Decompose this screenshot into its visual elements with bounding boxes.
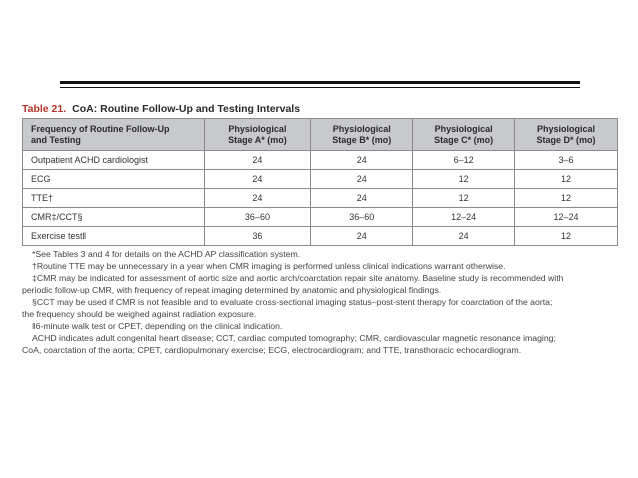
cell-stage-b: 36–60 (311, 208, 413, 227)
cell-stage-b: 24 (311, 189, 413, 208)
header-frequency: Frequency of Routine Follow-Up and Testing (23, 119, 205, 151)
footnote-parallel: ‖6-minute walk test or CPET, depending on the clinical indication. (32, 321, 283, 331)
row-label: TTE† (23, 189, 205, 208)
header-stage-d: Physiological Stage D* (mo) (515, 119, 618, 151)
cell-stage-b: 24 (311, 170, 413, 189)
row-label: Outpatient ACHD cardiologist (23, 151, 205, 170)
cell-stage-d: 12 (515, 189, 618, 208)
cell-stage-c: 24 (413, 227, 515, 246)
footnote-ddagger-cont: periodic follow-up CMR, with frequency of repeat imaging determined by anatomic and physiological findings. (22, 285, 442, 295)
table-number: Table 21. (22, 103, 67, 115)
table-row (23, 170, 618, 189)
cell-stage-c: 6–12 (413, 151, 515, 170)
cell-stage-a: 24 (204, 170, 311, 189)
footnote-abbreviations: ACHD indicates adult congenital heart disease; CCT, cardiac computed tomography; CMR, cardiovascular magnetic resonance imaging; (32, 333, 556, 343)
row-label: Exercise test‖ (23, 227, 205, 246)
footnote-section: §CCT may be used if CMR is not feasible and to evaluate cross-sectional imaging status–post-stent therapy for coarctation of the aorta; (32, 297, 553, 307)
cell-stage-d: 3–6 (515, 151, 618, 170)
header-stage-c: Physiological Stage C* (mo) (413, 119, 515, 151)
row-label: ECG (23, 170, 205, 189)
footnote-ddagger: ‡CMR may be indicated for assessment of aortic size and aortic arch/coarctation repair site anatomy. Baseline study is recommended with (32, 273, 564, 283)
table-row (23, 227, 618, 246)
table-row (23, 189, 618, 208)
cell-stage-a: 36 (204, 227, 311, 246)
cell-stage-d: 12 (515, 170, 618, 189)
cell-stage-b: 24 (311, 227, 413, 246)
cell-stage-a: 36–60 (204, 208, 311, 227)
row-label: CMR‡/CCT§ (23, 208, 205, 227)
cell-stage-c: 12 (413, 189, 515, 208)
header-stage-b: Physiological Stage B* (mo) (311, 119, 413, 151)
top-rule-thick (60, 81, 580, 84)
cell-stage-a: 24 (204, 189, 311, 208)
cell-stage-b: 24 (311, 151, 413, 170)
header-stage-a: Physiological Stage A* (mo) (204, 119, 311, 151)
follow-up-table (22, 118, 618, 246)
footnote-abbreviations-cont: CoA, coarctation of the aorta; CPET, cardiopulmonary exercise; ECG, electrocardiogram; and TTE, transthoracic echocardiogram. (22, 345, 522, 355)
cell-stage-c: 12–24 (413, 208, 515, 227)
cell-stage-d: 12–24 (515, 208, 618, 227)
footnote-star: *See Tables 3 and 4 for details on the ACHD AP classification system. (32, 249, 301, 259)
table-row (23, 151, 618, 170)
footnote-section-cont: the frequency should be weighed against radiation exposure. (22, 309, 257, 319)
table-row (23, 208, 618, 227)
table-title-text: CoA: Routine Follow-Up and Testing Intervals (72, 103, 301, 115)
cell-stage-c: 12 (413, 170, 515, 189)
table-header-row (23, 119, 618, 151)
top-rule-thin (60, 87, 580, 88)
cell-stage-a: 24 (204, 151, 311, 170)
table-title (22, 103, 300, 115)
cell-stage-d: 12 (515, 227, 618, 246)
footnote-dagger: †Routine TTE may be unnecessary in a year when CMR imaging is performed unless clinical indications warrant otherwise. (32, 261, 506, 271)
table-footnotes (22, 248, 622, 356)
